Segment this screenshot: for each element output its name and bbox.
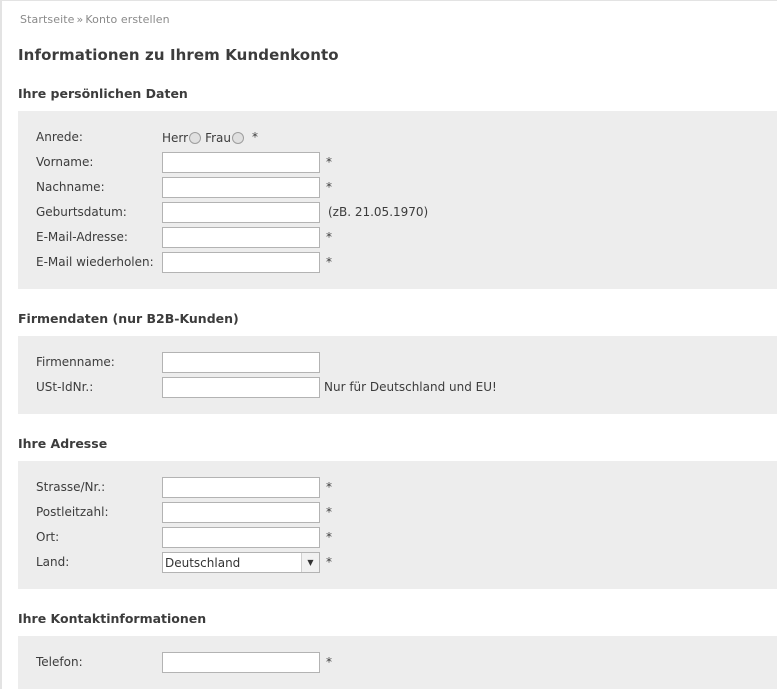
row-email-repeat: [18, 250, 777, 275]
radio-icon-herr[interactable]: [189, 132, 201, 144]
lastname-field: [162, 175, 332, 200]
row-company-name: [18, 350, 777, 375]
salutation-radio-group: [162, 125, 248, 150]
firstname-input[interactable]: [162, 152, 320, 173]
email-repeat-input[interactable]: [162, 252, 320, 273]
section-title-contact: Ihre Kontaktinformationen: [18, 611, 207, 626]
email-required-marker: *: [326, 230, 332, 244]
vat-id-label: USt-IdNr.:: [36, 380, 94, 394]
email-repeat-label: E-Mail wiederholen:: [36, 255, 154, 269]
chevron-down-icon: ▼: [301, 553, 319, 572]
country-select[interactable]: [162, 552, 320, 573]
birthdate-hint: (zB. 21.05.1970): [328, 205, 429, 219]
salutation-label: Anrede:: [36, 130, 83, 144]
email-label: E-Mail-Adresse:: [36, 230, 128, 244]
row-salutation: [18, 125, 777, 150]
birthdate-input[interactable]: [162, 202, 320, 223]
street-required-marker: *: [326, 480, 332, 494]
firstname-field: [162, 150, 332, 175]
page-content: [2, 1, 777, 689]
city-required-marker: *: [326, 530, 332, 544]
zip-input[interactable]: [162, 502, 320, 523]
company-name-field: [162, 352, 320, 373]
page-title: Informationen zu Ihrem Kundenkonto: [18, 46, 339, 64]
zip-label: Postleitzahl:: [36, 505, 109, 519]
country-select-wrap: [162, 552, 320, 573]
radio-icon-frau[interactable]: [232, 132, 244, 144]
row-zip: [18, 500, 777, 525]
street-field: [162, 475, 332, 500]
salutation-required-marker: *: [251, 130, 258, 144]
email-repeat-field-wrap: [162, 250, 332, 275]
city-input[interactable]: [162, 527, 320, 548]
email-field-wrap: [162, 225, 332, 250]
city-field: [162, 525, 332, 550]
lastname-input[interactable]: [162, 177, 320, 198]
breadcrumb-separator: »: [76, 13, 84, 26]
salutation-option-frau[interactable]: [205, 131, 244, 145]
phone-field: [162, 650, 332, 675]
row-vat-id: [18, 375, 777, 400]
breadcrumb-current: Konto erstellen: [85, 13, 170, 26]
salutation-option-frau-label: Frau: [205, 130, 231, 145]
lastname-required-marker: *: [326, 180, 332, 194]
lastname-label: Nachname:: [36, 180, 105, 194]
phone-required-marker: *: [326, 655, 332, 669]
row-email: [18, 225, 777, 250]
section-title-personal: Ihre persönlichen Daten: [18, 86, 188, 101]
fieldset-address: [18, 461, 777, 589]
birthdate-label: Geburtsdatum:: [36, 205, 127, 219]
row-city: [18, 525, 777, 550]
phone-label: Telefon:: [36, 655, 83, 669]
salutation-field: [162, 125, 258, 150]
breadcrumb-home-link[interactable]: Startseite: [20, 13, 75, 26]
zip-required-marker: *: [326, 505, 332, 519]
city-label: Ort:: [36, 530, 60, 544]
row-street: [18, 475, 777, 500]
country-required-marker: *: [326, 555, 332, 569]
email-repeat-required-marker: *: [326, 255, 332, 269]
company-name-label: Firmenname:: [36, 355, 115, 369]
section-title-company: Firmendaten (nur B2B-Kunden): [18, 311, 239, 326]
row-firstname: [18, 150, 777, 175]
firstname-label: Vorname:: [36, 155, 94, 169]
country-label: Land:: [36, 555, 70, 569]
street-label: Strasse/Nr.:: [36, 480, 106, 494]
fieldset-personal-data: [18, 111, 777, 289]
vat-id-input[interactable]: [162, 377, 320, 398]
street-input[interactable]: [162, 477, 320, 498]
vat-id-field: [162, 375, 497, 400]
vat-id-hint: Nur für Deutschland und EU!: [324, 380, 497, 394]
row-lastname: [18, 175, 777, 200]
breadcrumb: [20, 13, 777, 26]
salutation-option-herr-label: Herr: [162, 130, 189, 145]
country-field: [162, 550, 332, 575]
phone-input[interactable]: [162, 652, 320, 673]
zip-field: [162, 500, 332, 525]
section-title-address: Ihre Adresse: [18, 436, 108, 451]
birthdate-field: [162, 200, 428, 225]
row-country: [18, 550, 777, 575]
row-birthdate: [18, 200, 777, 225]
fieldset-contact: [18, 636, 777, 689]
email-input[interactable]: [162, 227, 320, 248]
firstname-required-marker: *: [326, 155, 332, 169]
company-name-input[interactable]: [162, 352, 320, 373]
fieldset-company-data: [18, 336, 777, 414]
salutation-option-herr[interactable]: [162, 131, 201, 145]
row-phone: [18, 650, 777, 675]
